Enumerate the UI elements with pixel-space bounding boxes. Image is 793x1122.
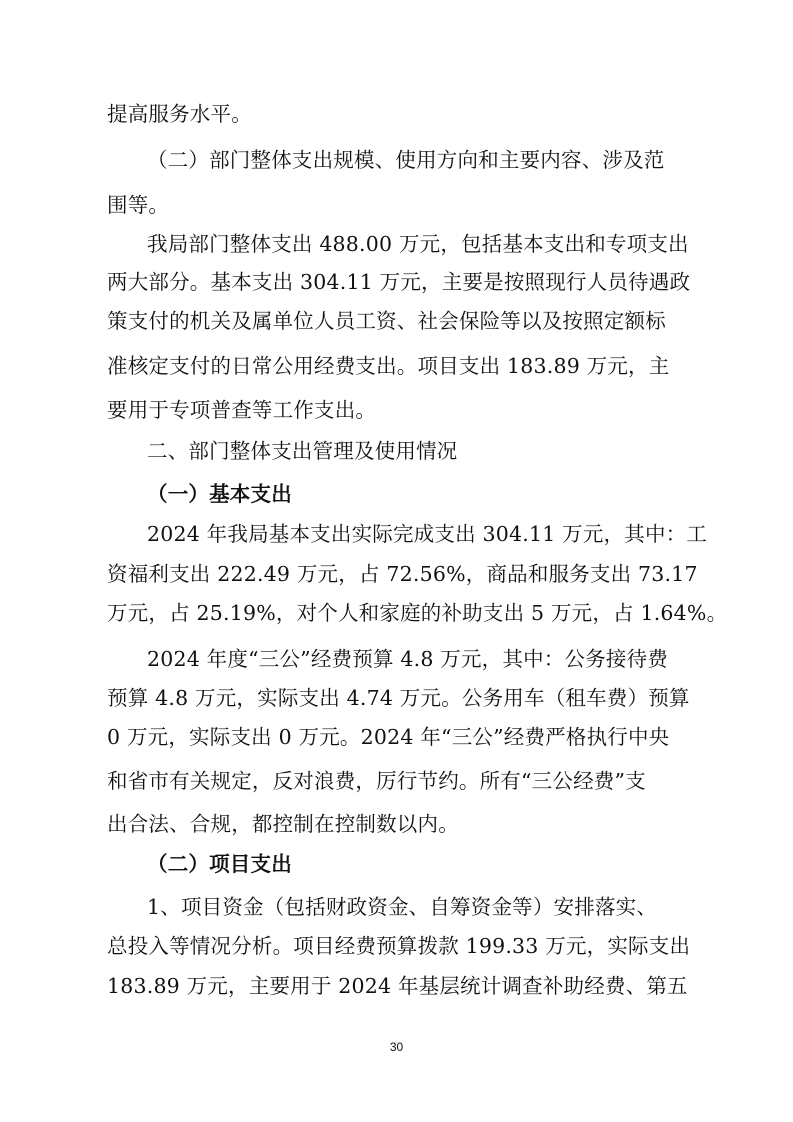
paragraph-line: 2024 年度“三公”经费预算 4.8 万元，其中：公务接待费: [147, 647, 668, 671]
paragraph-line: 资福利支出 222.49 万元，占 72.56%，商品和服务支出 73.17: [107, 562, 698, 586]
paragraph-line: 预算 4.8 万元，实际支出 4.74 万元。公务用车（租车费）预算: [107, 686, 690, 710]
paragraph-line: 两大部分。基本支出 304.11 万元，主要是按照现行人员待遇政: [107, 270, 691, 294]
paragraph-line: 万元，占 25.19%，对个人和家庭的补助支出 5 万元，占 1.64%。: [107, 601, 728, 625]
paragraph-line: 要用于专项普查等工作支出。: [107, 398, 377, 422]
paragraph-line: 策支付的机关及属单位人员工资、社会保险等以及按照定额标: [107, 309, 666, 333]
paragraph-line: 0 万元，实际支出 0 万元。2024 年“三公”经费严格执行中央: [107, 725, 670, 749]
subsection-heading: （二）项目支出: [147, 852, 292, 876]
paragraph-line: 准核定支付的日常公用经费支出。项目支出 183.89 万元，主: [107, 354, 670, 378]
paragraph-line: 围等。: [107, 193, 170, 217]
paragraph-line: 和省市有关规定，反对浪费，厉行节约。所有“三公经费”支: [107, 769, 646, 793]
paragraph-line: 总投入等情况分析。项目经费预算拨款 199.33 万元，实际支出: [107, 934, 691, 958]
paragraph-line: 2024 年我局基本支出实际完成支出 304.11 万元，其中：工: [147, 522, 708, 546]
paragraph-line: 我局部门整体支出 488.00 万元，包括基本支出和专项支出: [147, 232, 689, 256]
paragraph-line: 提高服务水平。: [107, 102, 252, 126]
subsection-heading: （一）基本支出: [147, 482, 292, 506]
page-number: 30: [389, 1040, 404, 1054]
section-heading: 二、部门整体支出管理及使用情况: [147, 439, 458, 463]
section-subheading: （二）部门整体支出规模、使用方向和主要内容、涉及范: [147, 148, 665, 172]
paragraph-line: 出合法、合规，都控制在控制数以内。: [107, 812, 459, 836]
paragraph-line: 183.89 万元，主要用于 2024 年基层统计调查补助经费、第五: [107, 974, 688, 998]
paragraph-line: 1、项目资金（包括财政资金、自筹资金等）安排落实、: [147, 895, 658, 919]
